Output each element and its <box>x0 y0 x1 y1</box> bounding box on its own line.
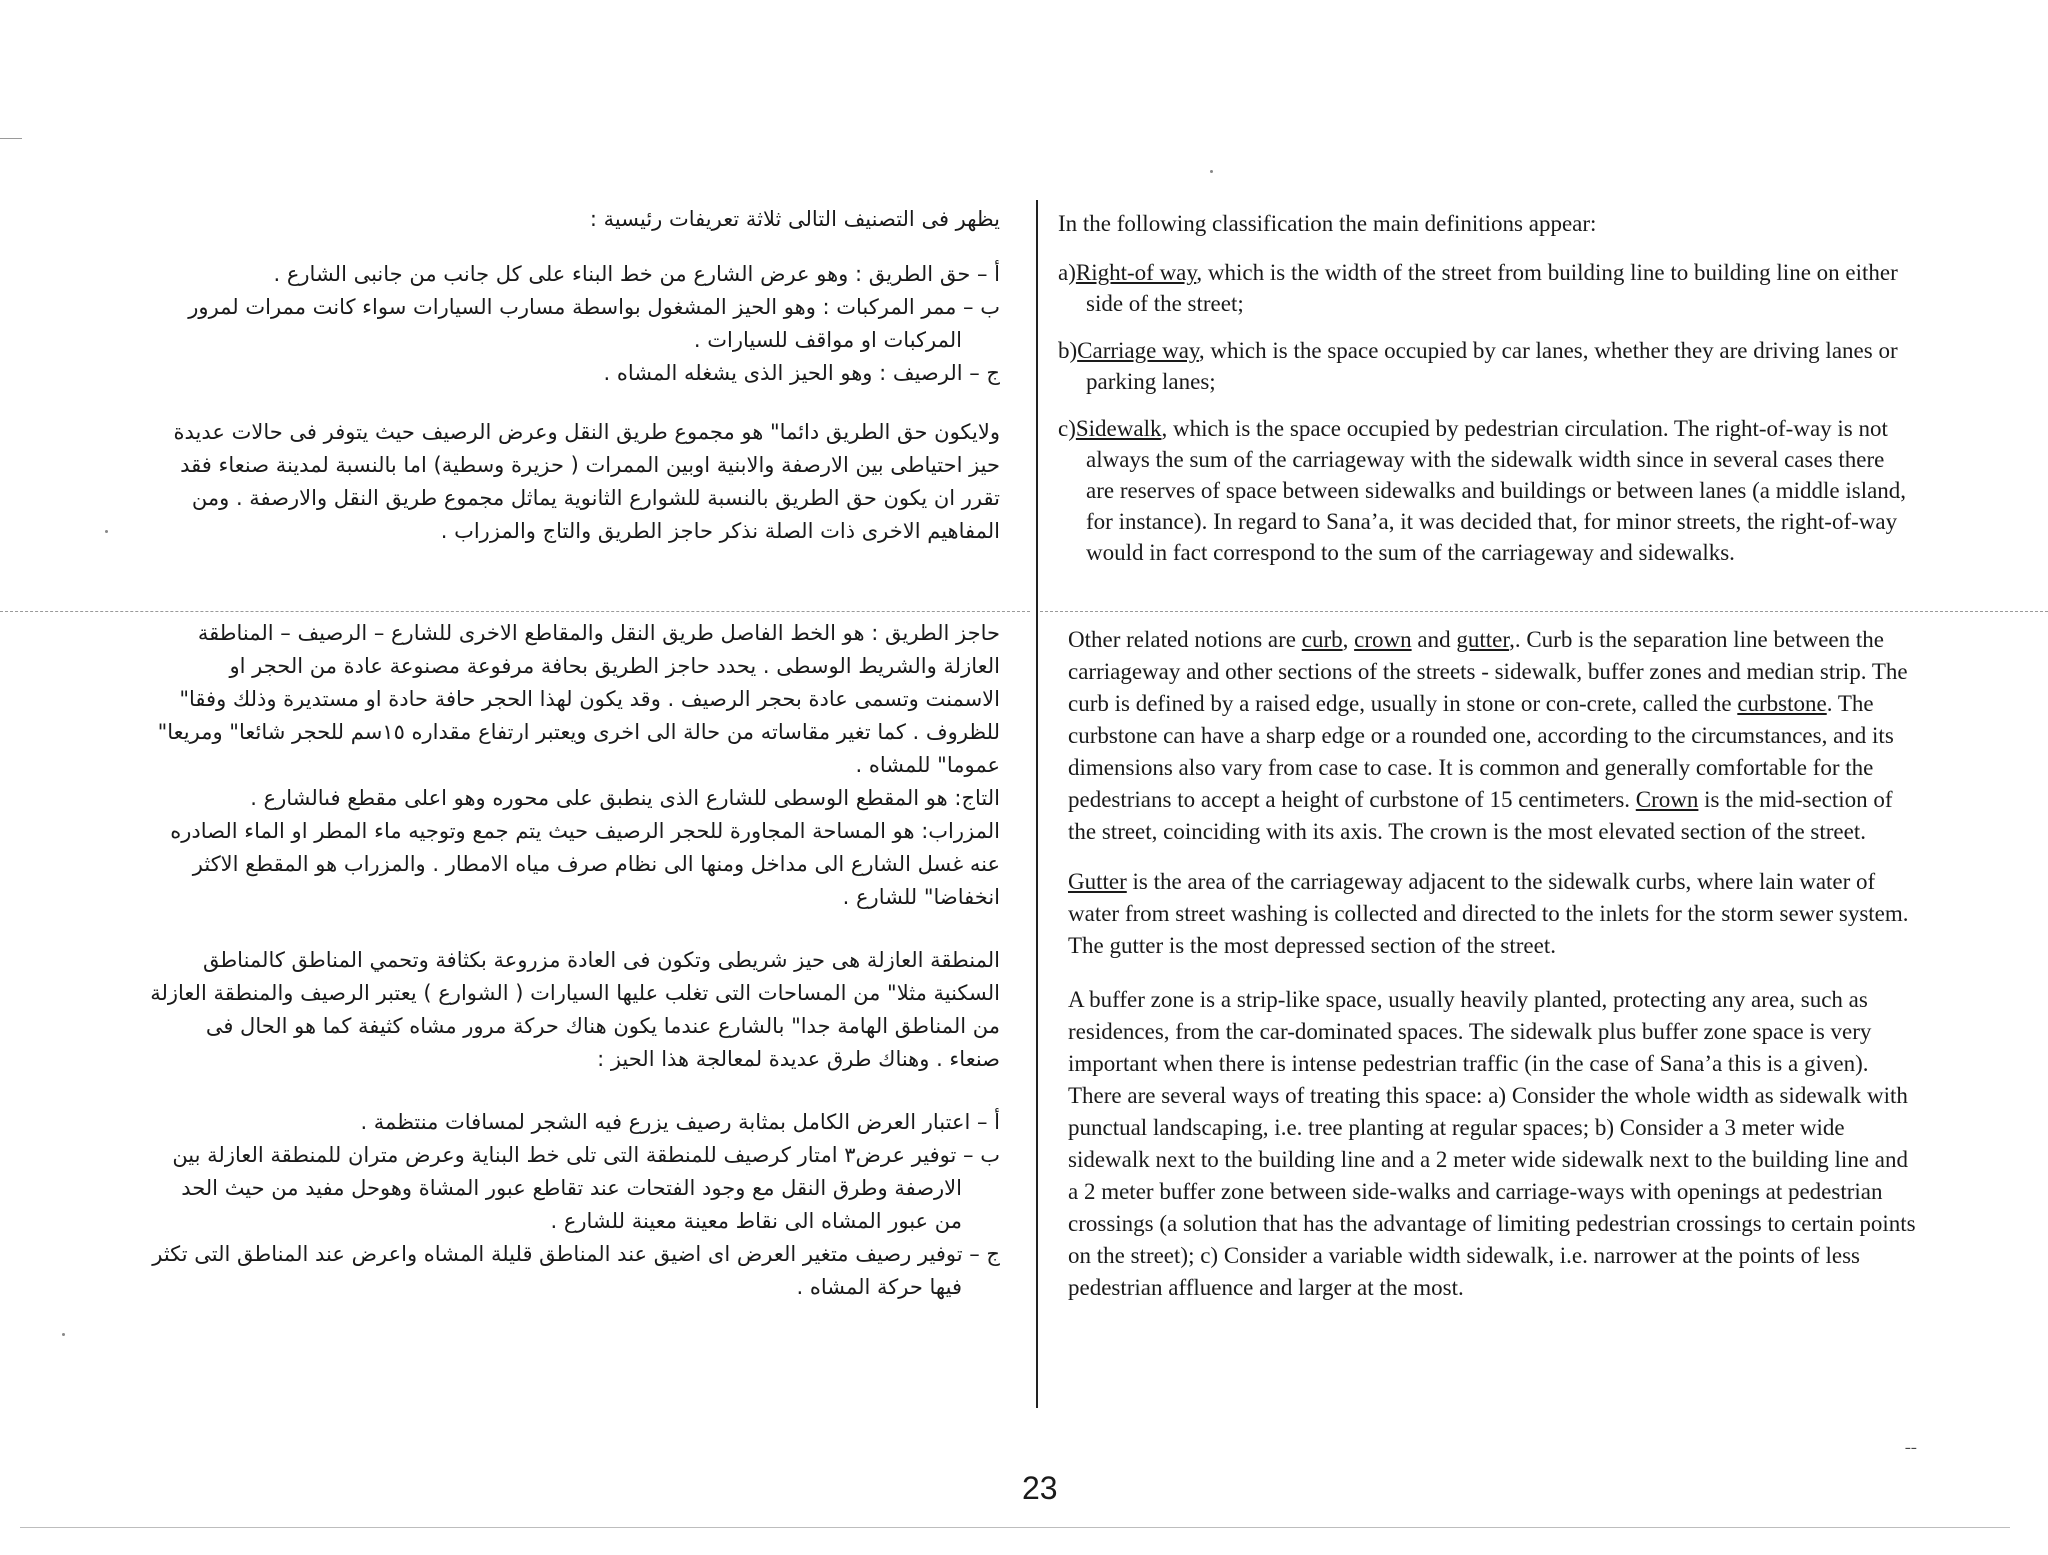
horizontal-divider-left <box>0 611 1030 612</box>
term-gutter-definition: Gutter <box>1068 869 1127 894</box>
term-crown-definition: Crown <box>1635 787 1699 812</box>
arabic-paragraph-curb: حاجز الطريق : هو الخط الفاصل طريق النقل والمقاطع الاخرى للشارع – الرصيف – المناطقة العازلة والشريط الوسطى . يحدد حاجز الطريق بحافة مرفوعة مصنوعة عادة من الحجر او الاسمنت وتسمى عادة بحجر الرصيف . وقد يكون لهذا الحجر حافة حادة او مستديرة وذلك وفقا" للظروف . كما تغير مقاساته من حالة الى اخرى ويعتبر ارتفاع مقداره ١٥سم للحجر شائعا" ومريعا" عموما" للمشاه . <box>157 621 1000 777</box>
arabic-paragraph-crown: التاج: هو المقطع الوسطى للشارع الذى ينطبق على محوره وهو اعلى مقطع فىالشارع . <box>250 786 1000 810</box>
definition-b-text: , which is the space occupied by car lanes, whether they are driving lanes or parking lanes; <box>1086 338 1898 394</box>
english-column-top <box>1058 208 1918 568</box>
arabic-paragraph-gutter: المزراب: هو المساحة المجاورة للحجر الرصيف حيث يتم جمع وتوجيه ماء المطر او الماء الصادره عنه غسل الشارع الى مداخل ومنها الى نظام صرف مياه الامطار . والمزراب هو المقطع الاكثر انخفاضا" للشارع . <box>170 819 1000 909</box>
scan-speck <box>1210 170 1213 173</box>
definition-c-text: , which is the space occupied by pedestrian circulation. The right-of-way is not always the sum of the carriageway with the sidewalk width since in several cases there are reserves of space between sidewalks and buildings or between lanes (a middle island, for instance). In regard to Sana’a, it was decided that, for minor streets, the right-of-way would in fact correspond to the sum of the carriageway and sidewalks. <box>1086 416 1907 565</box>
term-sidewalk: Sidewalk <box>1075 416 1162 441</box>
arabic-option-a: أ – اعتبار العرض الكامل بمثابة رصيف يزرع فيه الشجر لمسافات منتظمة . <box>360 1110 1000 1134</box>
definition-b-prefix: b) <box>1058 338 1078 363</box>
horizontal-divider-right <box>1040 611 2048 612</box>
scan-speck <box>105 530 108 533</box>
arabic-option-b: ب – توفير عرض٣ امتار كرصيف للمنطقة التى تلى خط البناية وعرض متران للمنطقة العازلة بين الارصفة وطرق النقل مع وجود الفتحات عند تقاطع عبور المشاة وهوحل مفيد من حيث الحد من عبور المشاه الى نقاط معينة معينة للشارع . <box>172 1143 1000 1233</box>
arabic-paragraph-1: ولايكون حق الطريق دائما" هو مجموع طريق النقل وعرض الرصيف حيث يتوفر فى حالات عديدة حيز احتياطى بين الارصفة والابنية اوبين الممرات ( حزيرة وسطية) اما بالنسبة لمدينة صنعاء فقد تقرر ان يكون حق الطريق بالنسبة للشوارع الثانوية يماثل مجموع طريق النقل والارصفة . ومن المفاهيم الاخرى ذات الصلة نذكر حاجز الطريق والتاج والمزراب . <box>173 420 1000 543</box>
scan-speck <box>62 1333 65 1336</box>
english-intro: In the following classification the main definitions appear: <box>1058 211 1597 236</box>
p1-text-c: and <box>1411 627 1457 652</box>
arabic-paragraph-buffer-zone: المنطقة العازلة هى حيز شريطى وتكون فى العادة مزروعة بكثافة وتحمي المناطق كالمناطق السكنية مثلا" من المساحات التى تغلب عليها السيارات ( الشوارع ) يعتبر الرصيف والمنطقة العازلة من المناطق الهامة جدا" بالشارع عندما يكون هناك حركة مرور مشاه كثيفة كما هو الحال فى صنعاء . وهناك طرق عديدة لمعالجة هذا الحيز : <box>150 948 1000 1071</box>
definition-a-prefix: a) <box>1058 260 1076 285</box>
corner-mark: ˉˉ <box>1905 1444 1917 1464</box>
left-edge-mark <box>0 138 22 139</box>
arabic-column-bottom <box>150 617 1000 1304</box>
gutter-text: is the area of the carriageway adjacent to the sidewalk curbs, where lain water of water from street washing is collected and directed to the inlets for the storm sewer system. The gutter is the most depressed section of the street. <box>1068 869 1909 958</box>
bottom-edge-line <box>20 1527 2010 1528</box>
term-gutter: gutter <box>1456 627 1510 652</box>
p1-text-b: , <box>1342 627 1355 652</box>
p1-text-f: is the mid-section of the street, coinciding with its axis. The crown is the most elevated section of the street. <box>1068 787 1893 844</box>
p1-text-d: ,. Curb is the separation line between the carriageway and other sections of the streets - sidewalk, buffer zones and median strip. The curb is defined by a raised edge, usually in stone or con-crete, called the <box>1068 627 1908 716</box>
arabic-definition-b: ب – ممر المركبات : وهو الحيز المشغول بواسطة مسارب السيارات سواء كانت ممرات لمرور المركبات او مواقف للسيارات . <box>188 295 1000 352</box>
term-curbstone: curbstone <box>1737 691 1827 716</box>
p1-text-e: . The curbstone can have a sharp edge or a rounded one, according to the circumstances, and its dimensions also vary from case to case. It is common and generally comfortable for the pedestrians to accept a height of curbstone of 15 centimeters. <box>1068 691 1894 812</box>
arabic-option-c: ج – توفير رصيف متغير العرض اى اضيق عند المناطق قليلة المشاه واعرض عند المناطق التى تكثر فيها حركة المشاه . <box>152 1242 1000 1299</box>
arabic-column-top <box>150 203 1000 548</box>
english-definition-b <box>1058 335 1918 397</box>
english-paragraph-buffer-zone: A buffer zone is a strip-like space, usually heavily planted, protecting any area, such as residences, from the car-dominated spaces. The sidewalk plus buffer zone space is very important when there is intense pedestrian traffic (in the case of Sana’a this is a given). There are several ways of treating this space: a) Consider the whole width as sidewalk with punctual landscaping, i.e. tree planting at regular spaces; b) Consider a 3 meter wide sidewalk next to the building line and a 2 meter wide sidewalk next to the building line and a 2 meter buffer zone between side-walks and carriage-ways with openings at pedestrian crossings (a solution that has the advantage of limiting pedestrian crossings to certain points on the street); c) Consider a variable width sidewalk, i.e. narrower at the points of less pedestrian affluence and larger at the most. <box>1068 987 1916 1300</box>
english-definition-a <box>1058 257 1918 319</box>
term-right-of-way: Right-of way <box>1075 260 1197 285</box>
term-carriage-way: Carriage way <box>1077 338 1199 363</box>
english-paragraph-curb-crown <box>1068 624 1918 848</box>
arabic-intro: يظهر فى التصنيف التالى ثلاثة تعريفات رئيسية : <box>589 207 1000 231</box>
term-curb: curb <box>1301 627 1343 652</box>
english-definition-c <box>1058 413 1918 568</box>
english-column-bottom <box>1068 624 1918 1304</box>
arabic-definition-a: أ – حق الطريق : وهو عرض الشارع من خط البناء على كل جانب من جانبى الشارع . <box>273 262 1000 286</box>
definition-c-prefix: c) <box>1058 416 1076 441</box>
p1-text-a: Other related notions are <box>1068 627 1302 652</box>
definition-a-text: , which is the width of the street from building line to building line on either side of the street; <box>1086 260 1898 316</box>
arabic-definition-c: ج – الرصيف : وهو الحيز الذى يشغله المشاه . <box>603 361 1000 385</box>
term-crown: crown <box>1354 627 1412 652</box>
column-divider <box>1036 200 1038 1408</box>
page-number: 23 <box>1022 1470 1058 1506</box>
english-paragraph-gutter <box>1068 866 1918 962</box>
